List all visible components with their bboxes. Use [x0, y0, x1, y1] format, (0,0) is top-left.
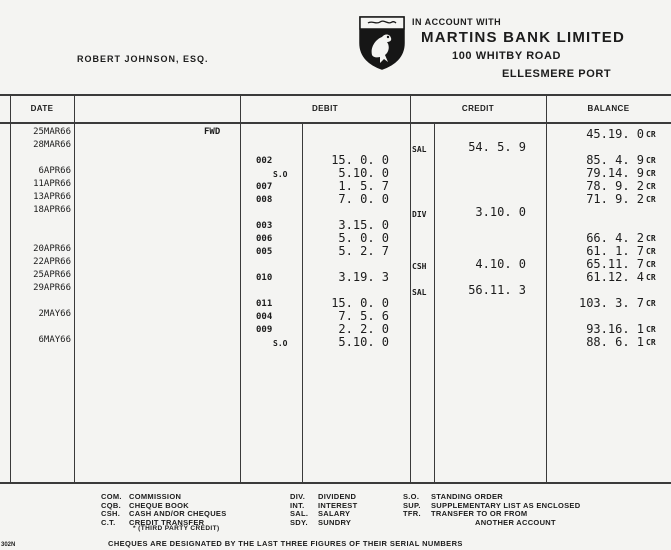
legend-text: STANDING ORDER: [431, 492, 503, 501]
legend-code: INT.: [290, 500, 305, 510]
legend-entry: [290, 501, 358, 510]
row-cheque-code: 010: [256, 273, 273, 283]
legend-text: ANOTHER ACCOUNT: [475, 517, 556, 527]
column-divider: [10, 95, 11, 483]
row-date: 28MAR66: [33, 140, 71, 150]
row-balance-amount: 71. 9. 2: [586, 192, 644, 206]
legend-code: CQB.: [101, 500, 121, 510]
legend-text: COMMISSION: [129, 492, 182, 501]
legend-text: CREDIT TRANSFER: [129, 517, 205, 527]
row-balance-amount: 88. 6. 1: [586, 335, 644, 349]
column-divider: [434, 123, 435, 483]
row-balance-amount: 103. 3. 7: [578, 296, 644, 310]
legend-code: SAL.: [290, 509, 309, 518]
row-balance-cr-marker: CR: [646, 273, 656, 282]
row-balance-cr-marker: CR: [646, 130, 656, 139]
row-date: 6MAY66: [38, 335, 71, 345]
row-credit-code: CSH: [412, 262, 427, 271]
row-balance-amount: 65.11. 7: [586, 257, 644, 271]
bank-address-line1: 100 WHITBY ROAD: [452, 50, 562, 62]
row-cheque-code: 003: [256, 221, 273, 231]
table-bottom-rule: [0, 482, 671, 484]
row-credit-amount: 4.10. 0: [475, 257, 526, 271]
row-balance-amount: 45.19. 0: [586, 127, 644, 141]
legend-code: C.T.: [101, 517, 116, 527]
legend-third-party-note: * (THIRD PARTY CREDIT): [133, 525, 220, 532]
row-debit-amount: 15. 0. 0: [331, 296, 389, 310]
row-balance-amount: 93.16. 1: [586, 322, 644, 336]
legend-text: DIVIDEND: [318, 492, 357, 501]
row-debit-amount: 15. 0. 0: [331, 153, 389, 167]
column-divider: [410, 95, 411, 483]
row-debit-amount: 1. 5. 7: [338, 179, 389, 193]
legend-entry: [101, 509, 227, 518]
legend-entry: [403, 518, 580, 527]
row-balance-amount: 61. 1. 7: [586, 244, 644, 258]
row-cheque-code: 011: [256, 299, 273, 309]
row-cheque-code: S.O: [273, 339, 288, 348]
legend-col1: [101, 492, 227, 526]
legend-code: DIV.: [290, 492, 306, 501]
row-cheque-code: 008: [256, 195, 273, 205]
legend-entry: [403, 492, 580, 501]
row-debit-amount: 5.10. 0: [338, 335, 389, 349]
column-divider: [74, 95, 75, 483]
row-balance-cr-marker: CR: [646, 169, 656, 178]
row-date: 25MAR66: [33, 127, 71, 137]
row-balance-cr-marker: CR: [646, 299, 656, 308]
row-date: 25APR66: [33, 270, 71, 280]
legend-code: SUP.: [403, 500, 421, 510]
bank-name: MARTINS BANK LIMITED: [421, 29, 625, 46]
row-balance-cr-marker: CR: [646, 247, 656, 256]
row-cheque-code: 009: [256, 325, 273, 335]
row-debit-amount: 7. 5. 6: [338, 309, 389, 323]
row-description: FWD: [204, 127, 221, 137]
column-header-credit: CREDIT: [461, 104, 495, 113]
legend-code: COM.: [101, 492, 122, 501]
legend-entry: [403, 509, 580, 518]
legend-text: INTEREST: [318, 500, 358, 510]
legend-code: S.O.: [403, 492, 420, 501]
table-top-rule: [0, 94, 671, 96]
legend-text: SALARY: [318, 509, 351, 518]
row-date: 22APR66: [33, 257, 71, 267]
row-balance-amount: 66. 4. 2: [586, 231, 644, 245]
row-cheque-code: 002: [256, 156, 273, 166]
bank-crest-logo: [358, 15, 406, 71]
row-date: 11APR66: [33, 179, 71, 189]
in-account-with-label: IN ACCOUNT WITH: [412, 17, 502, 27]
row-debit-amount: 3.19. 3: [338, 270, 389, 284]
row-cheque-code: 004: [256, 312, 273, 322]
legend-text: TRANSFER TO OR FROM: [431, 509, 528, 518]
row-debit-amount: 3.15. 0: [338, 218, 389, 232]
row-debit-amount: 7. 0. 0: [338, 192, 389, 206]
legend-entry: [403, 501, 580, 510]
row-date: 20APR66: [33, 244, 71, 254]
row-balance-cr-marker: CR: [646, 195, 656, 204]
row-cheque-code: 006: [256, 234, 273, 244]
legend-text: CHEQUE BOOK: [129, 500, 189, 510]
legend-entry: [101, 492, 227, 501]
legend-text: SUPPLEMENTARY LIST AS ENCLOSED: [431, 500, 581, 510]
legend-code: TFR.: [403, 509, 421, 518]
row-balance-amount: 85. 4. 9: [586, 153, 644, 167]
row-balance-amount: 61.12. 4: [586, 270, 644, 284]
row-credit-amount: 54. 5. 9: [468, 140, 526, 154]
row-credit-amount: 3.10. 0: [475, 205, 526, 219]
row-debit-amount: 2. 2. 0: [338, 322, 389, 336]
customer-name: ROBERT JOHNSON, ESQ.: [77, 54, 209, 64]
row-balance-cr-marker: CR: [646, 325, 656, 334]
row-date: 13APR66: [33, 192, 71, 202]
row-date: 29APR66: [33, 283, 71, 293]
legend-code: SDY.: [290, 517, 308, 527]
legend-text: CASH AND/OR CHEQUES: [129, 509, 227, 518]
legend-col3: [403, 492, 580, 526]
row-credit-code: DIV: [412, 210, 427, 219]
row-balance-cr-marker: CR: [646, 156, 656, 165]
column-header-date: DATE: [30, 104, 54, 113]
row-balance-amount: 79.14. 9: [586, 166, 644, 180]
legend-entry: [290, 492, 358, 501]
cheque-designation-footnote: CHEQUES ARE DESIGNATED BY THE LAST THREE FIGURES OF THEIR SERIAL NUMBERS: [108, 539, 463, 548]
column-divider: [240, 95, 241, 483]
legend-entry: [290, 509, 358, 518]
row-date: 2MAY66: [38, 309, 71, 319]
legend-text: SUNDRY: [318, 517, 352, 527]
row-debit-amount: 5. 0. 0: [338, 231, 389, 245]
legend-entry: [290, 518, 358, 527]
row-date: 6APR66: [38, 166, 71, 176]
row-balance-amount: 78. 9. 2: [586, 179, 644, 193]
table-header-rule: [0, 122, 671, 124]
row-debit-amount: 5. 2. 7: [338, 244, 389, 258]
column-divider: [546, 95, 547, 483]
row-debit-amount: 5.10. 0: [338, 166, 389, 180]
row-credit-code: SAL: [412, 145, 427, 154]
legend-col2: [290, 492, 358, 526]
row-cheque-code: 007: [256, 182, 273, 192]
column-header-debit: DEBIT: [312, 104, 338, 113]
row-balance-cr-marker: CR: [646, 182, 656, 191]
row-balance-cr-marker: CR: [646, 260, 656, 269]
row-cheque-code: S.O: [273, 170, 288, 179]
row-credit-code: SAL: [412, 288, 427, 297]
row-credit-amount: 56.11. 3: [468, 283, 526, 297]
bank-address-line2: ELLESMERE PORT: [502, 68, 612, 80]
row-date: 18APR66: [33, 205, 71, 215]
form-code: 302N: [1, 542, 16, 548]
row-balance-cr-marker: CR: [646, 234, 656, 243]
column-header-balance: BALANCE: [587, 104, 630, 113]
row-cheque-code: 005: [256, 247, 273, 257]
row-balance-cr-marker: CR: [646, 338, 656, 347]
legend-entry: [101, 501, 227, 510]
legend-code: CSH.: [101, 509, 121, 518]
